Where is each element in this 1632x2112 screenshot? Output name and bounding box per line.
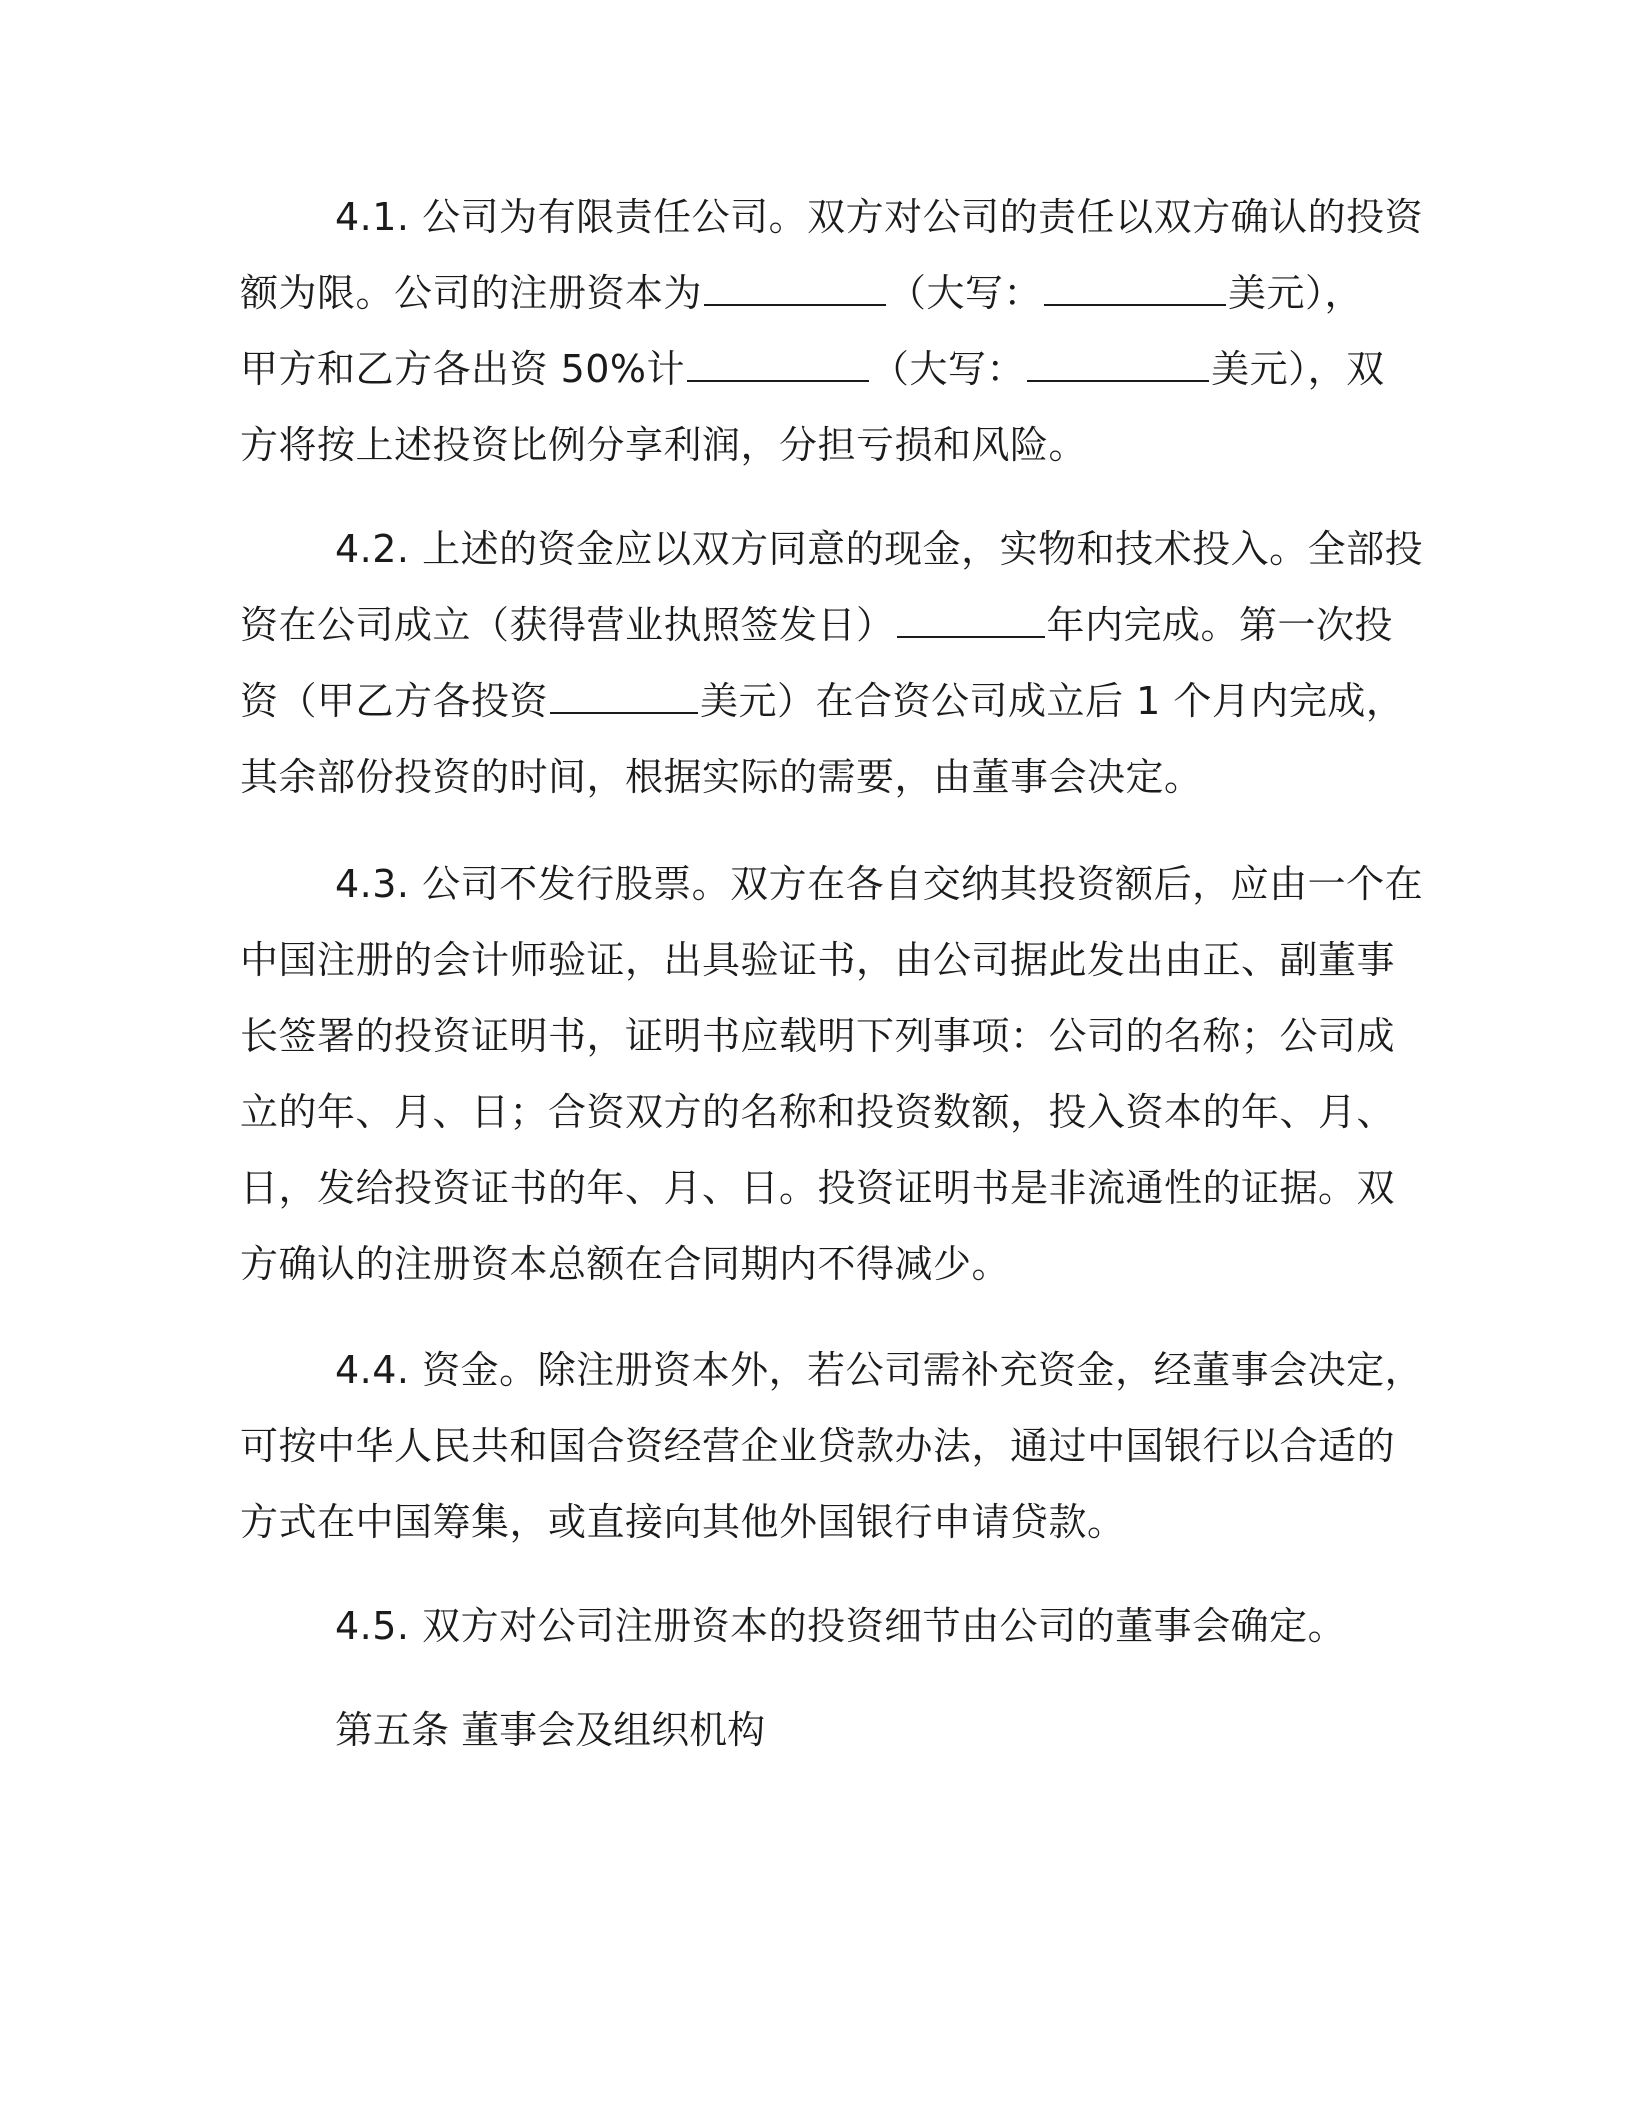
text-segment: 美元）在合资公司成立后 1 个月内完成， — [700, 679, 1405, 723]
clause-4-3-line-1: 4.3. 公司不发行股票。双方在各自交纳其投资额后，应由一个在 — [335, 862, 1424, 906]
article-5-heading: 第五条 董事会及组织机构 — [335, 1708, 766, 1752]
clause-4-3-line-3: 长签署的投资证明书，证明书应载明下列事项：公司的名称；公司成 — [240, 1014, 1396, 1058]
text-segment: 美元）， — [1228, 271, 1364, 315]
text-segment: 年内完成。第一次投 — [1046, 603, 1394, 647]
clause-4-3-line-5: 日，发给投资证书的年、月、日。投资证明书是非流通性的证据。双 — [240, 1166, 1396, 1210]
text-segment: 美元），双 — [1211, 347, 1385, 391]
clause-4-2-line-3 — [240, 677, 1404, 725]
fill-in-blank — [1027, 346, 1209, 382]
clause-4-1-line-3 — [240, 345, 1385, 393]
text-segment: 甲方和乙方各出资 50%计 — [240, 347, 686, 391]
text-segment: 资在公司成立（获得营业执照签发日） — [240, 603, 895, 647]
clause-4-1-line-2 — [240, 269, 1363, 317]
text-segment: 额为限。公司的注册资本为 — [240, 271, 703, 315]
text-segment: （大写： — [888, 271, 1043, 315]
clause-4-4-line-2: 可按中华人民共和国合资经营企业贷款办法，通过中国银行以合适的 — [240, 1424, 1396, 1468]
clause-4-4-line-3: 方式在中国筹集，或直接向其他外国银行申请贷款。 — [240, 1500, 1126, 1544]
clause-4-3-line-2: 中国注册的会计师验证，出具验证书，由公司据此发出由正、副董事 — [240, 938, 1396, 982]
text-segment: （大写： — [871, 347, 1026, 391]
fill-in-blank — [897, 602, 1045, 638]
text-segment: 资（甲乙方各投资 — [240, 679, 549, 723]
fill-in-blank — [550, 678, 698, 714]
clause-4-2-line-1: 4.2. 上述的资金应以双方同意的现金，实物和技术投入。全部投 — [335, 527, 1424, 571]
clause-4-5-line-1: 4.5. 双方对公司注册资本的投资细节由公司的董事会确定。 — [335, 1604, 1347, 1648]
fill-in-blank — [1044, 270, 1226, 306]
clause-4-3-line-4: 立的年、月、日；合资双方的名称和投资数额，投入资本的年、月、 — [240, 1090, 1396, 1134]
clause-4-2-line-4: 其余部份投资的时间，根据实际的需要，由董事会决定。 — [240, 755, 1203, 799]
clause-4-1-line-1: 4.1. 公司为有限责任公司。双方对公司的责任以双方确认的投资 — [335, 195, 1424, 239]
clause-4-2-line-2 — [240, 601, 1393, 649]
clause-4-3-line-6: 方确认的注册资本总额在合同期内不得减少。 — [240, 1242, 1011, 1286]
clause-4-1-line-4: 方将按上述投资比例分享利润，分担亏损和风险。 — [240, 423, 1088, 467]
fill-in-blank — [687, 346, 869, 382]
clause-4-4-line-1: 4.4. 资金。除注册资本外，若公司需补充资金，经董事会决定， — [335, 1348, 1424, 1392]
fill-in-blank — [704, 270, 886, 306]
